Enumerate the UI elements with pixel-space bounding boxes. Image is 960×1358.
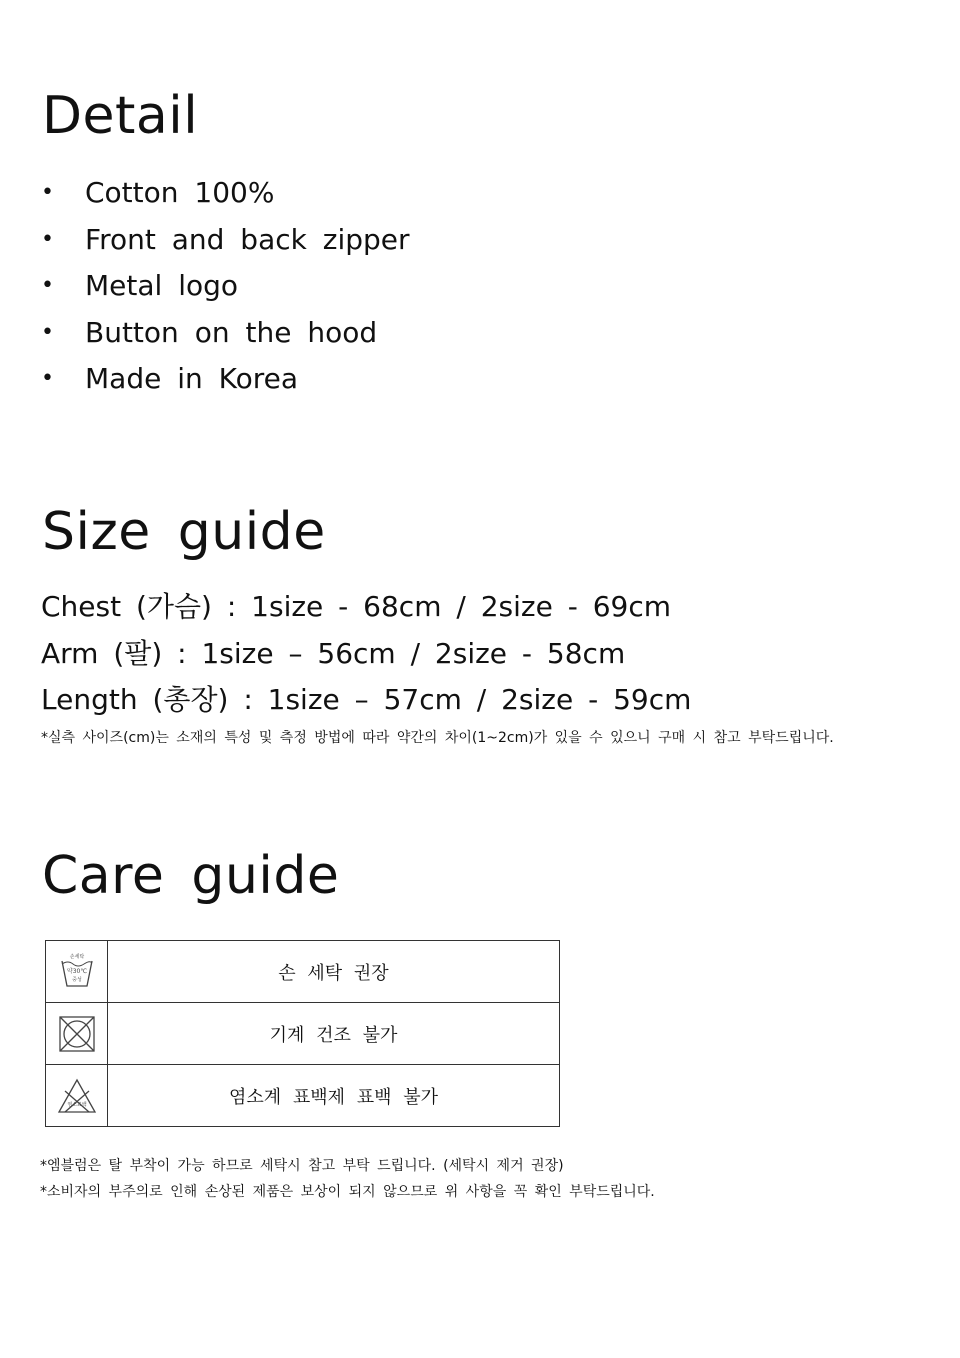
list-item: [40, 356, 410, 403]
hand-wash-icon-temp: 약30℃: [66, 967, 87, 975]
hand-wash-icon-detergent: 중성: [71, 976, 82, 983]
bullet-icon: •: [41, 319, 54, 345]
care-label: 손 세탁 권장: [108, 941, 560, 1003]
detail-title: Detail: [42, 86, 199, 146]
detail-item-text: Front and back zipper: [85, 222, 410, 256]
care-guide-title: Care guide: [42, 846, 340, 906]
no-chlorine-bleach-icon: [56, 1077, 98, 1115]
list-item: [40, 310, 410, 357]
detail-item-text: Button on the hood: [85, 315, 378, 349]
hand-wash-icon-text: 손세탁: [69, 953, 84, 960]
care-icon-cell: [46, 1065, 108, 1127]
table-row: [46, 1065, 560, 1127]
care-note-emblem: *엠블럼은 탈 부착이 가능 하므로 세탁시 참고 부탁 드립니다. (세탁시 제거 권장): [40, 1158, 564, 1174]
no-tumble-dry-icon: [57, 1014, 97, 1054]
bullet-icon: •: [41, 273, 54, 298]
size-note: *실측 사이즈(cm)는 소재의 특성 및 측정 방법에 따라 약간의 차이(1~2cm)가 있을 수 있으니 구매 시 참고 부탁드립니다.: [41, 730, 834, 746]
detail-list: [40, 170, 410, 403]
care-icon-cell: [46, 941, 108, 1003]
care-notes: [40, 1153, 655, 1205]
detail-item-text: Cotton 100%: [85, 176, 275, 209]
size-measurements: [41, 584, 691, 724]
size-chest-line: Chest (가슴) : 1size - 68cm / 2size - 69cm: [41, 590, 672, 623]
care-label: 기계 건조 불가: [108, 1003, 560, 1065]
care-icon-cell: [46, 1003, 108, 1065]
table-row: [46, 1003, 560, 1065]
detail-item-text: Made in Korea: [85, 362, 299, 395]
size-guide-title: Size guide: [42, 502, 326, 562]
list-item: [40, 263, 410, 310]
care-label: 염소계 표백제 표백 불가: [108, 1065, 560, 1127]
care-note-warranty: *소비자의 부주의로 인해 손상된 제품은 보상이 되지 않으므로 위 사항을 꼭 확인 부탁드립니다.: [40, 1184, 655, 1200]
bullet-icon: •: [41, 180, 54, 205]
list-item: [40, 217, 410, 264]
size-length-line: Length (총장) : 1size – 57cm / 2size - 59cm: [41, 683, 692, 716]
hand-wash-icon: [59, 952, 95, 992]
care-table: [45, 940, 560, 1127]
detail-item-text: Metal logo: [85, 269, 239, 302]
bullet-icon: •: [41, 226, 54, 252]
no-chlorine-bleach-icon-text: 염소표백: [66, 1101, 87, 1108]
list-item: [40, 170, 410, 217]
bullet-icon: •: [41, 366, 54, 391]
size-arm-line: Arm (팔) : 1size – 56cm / 2size - 58cm: [41, 636, 626, 670]
table-row: [46, 941, 560, 1003]
